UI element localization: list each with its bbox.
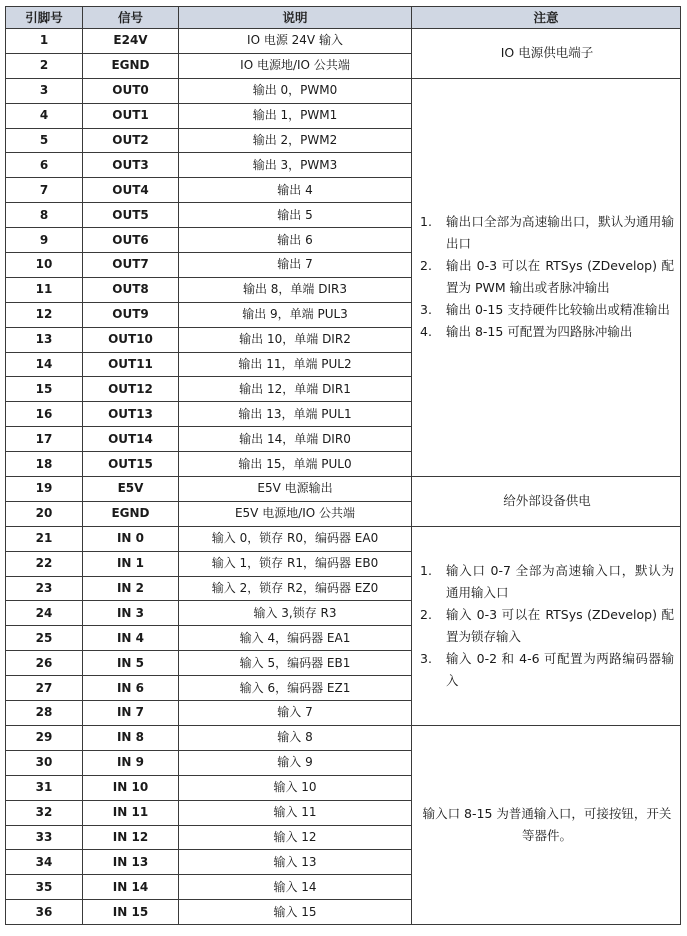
signal-cell: OUT5 [83,203,179,228]
note-list [420,560,674,692]
pin-definition-table [5,6,681,925]
table-header-row [6,7,681,29]
pin-cell: 27 [6,676,83,701]
description-cell: 输入 4，编码器 EA1 [179,626,412,651]
signal-cell: OUT13 [83,402,179,427]
description-cell: IO 电源地/IO 公共端 [179,53,412,78]
description-cell: 输出 1，PWM1 [179,103,412,128]
description-cell: 输入 5，编码器 EB1 [179,651,412,676]
description-cell: 输入 14 [179,875,412,900]
pin-cell: 5 [6,128,83,153]
signal-cell: OUT14 [83,427,179,452]
table-row [6,526,681,551]
signal-cell: OUT6 [83,228,179,253]
note-item-text: 输入 0-2 和 4-6 可配置为两路编码器输入 [446,650,674,688]
signal-cell: IN 0 [83,526,179,551]
pin-cell: 15 [6,377,83,402]
description-cell: 输入 2，锁存 R2，编码器 EZ0 [179,576,412,601]
table-row [6,725,681,750]
pin-cell: 24 [6,601,83,626]
note-item-number: 1. [420,214,432,230]
signal-cell: OUT1 [83,103,179,128]
signal-cell: IN 6 [83,676,179,701]
note-item-number: 4. [420,324,432,340]
description-cell: 输入 0，锁存 R0，编码器 EA0 [179,526,412,551]
signal-cell: EGND [83,53,179,78]
pin-cell: 29 [6,725,83,750]
table-row [6,477,681,502]
description-cell: 输入 7 [179,701,412,726]
signal-cell: IN 10 [83,775,179,800]
pin-cell: 9 [6,228,83,253]
signal-cell: IN 13 [83,850,179,875]
description-cell: 输出 12，单端 DIR1 [179,377,412,402]
signal-cell: OUT7 [83,253,179,278]
signal-cell: IN 5 [83,651,179,676]
note-list-item [420,560,674,604]
note-item-number: 2. [420,606,432,622]
description-cell: 输入 10 [179,775,412,800]
signal-cell: E5V [83,477,179,502]
signal-cell: OUT9 [83,302,179,327]
note-list-item [420,648,674,692]
signal-cell: IN 14 [83,875,179,900]
note-list-item [420,299,674,321]
header-note: 注意 [412,7,681,29]
signal-cell: OUT11 [83,352,179,377]
note-cell-inputs-general [412,725,681,924]
pin-cell: 3 [6,78,83,103]
pin-cell: 33 [6,825,83,850]
pin-cell: 18 [6,452,83,477]
note-item-text: 输出 0-3 可以在 RTSys (ZDevelop) 配置为 PWM 输出或者脉冲输出 [446,258,674,296]
header-pin: 引脚号 [6,7,83,29]
description-cell: 输出 5 [179,203,412,228]
note-cell-outputs [412,78,681,476]
signal-cell: OUT2 [83,128,179,153]
description-cell: 输出 4 [179,178,412,203]
pin-cell: 28 [6,701,83,726]
pin-cell: 1 [6,29,83,54]
pin-cell: 16 [6,402,83,427]
signal-cell: IN 11 [83,800,179,825]
description-cell: 输出 3，PWM3 [179,153,412,178]
note-cell-inputs [412,526,681,725]
pin-cell: 14 [6,352,83,377]
note-item-text: 输入 0-3 可以在 RTSys (ZDevelop) 配置为锁存输入 [446,606,674,644]
note-list-item [420,211,674,255]
description-cell: 输入 11 [179,800,412,825]
signal-cell: IN 15 [83,900,179,925]
note-item-text: 输入口 0-7 全部为高速输入口，默认为通用输入口 [446,562,674,600]
description-cell: 输入 15 [179,900,412,925]
description-cell: E5V 电源输出 [179,477,412,502]
pin-cell: 6 [6,153,83,178]
note-item-number: 2. [420,258,432,274]
pin-cell: 36 [6,900,83,925]
signal-cell: OUT12 [83,377,179,402]
signal-cell: OUT0 [83,78,179,103]
description-cell: 输出 0，PWM0 [179,78,412,103]
signal-cell: IN 2 [83,576,179,601]
pin-cell: 12 [6,302,83,327]
pin-cell: 13 [6,327,83,352]
description-cell: 输入 13 [179,850,412,875]
note-item-text: 输出口全部为高速输出口，默认为通用输出口 [446,214,674,252]
pin-cell: 8 [6,203,83,228]
table-row [6,29,681,54]
signal-cell: IN 8 [83,725,179,750]
note-list [420,211,674,343]
description-cell: 输入 8 [179,725,412,750]
pin-cell: 7 [6,178,83,203]
description-cell: 输出 6 [179,228,412,253]
description-cell: 输出 11，单端 PUL2 [179,352,412,377]
pin-cell: 10 [6,253,83,278]
description-cell: IO 电源 24V 输入 [179,29,412,54]
pin-cell: 30 [6,750,83,775]
pin-cell: 19 [6,477,83,502]
note-list-item [420,604,674,648]
description-cell: E5V 电源地/IO 公共端 [179,501,412,526]
signal-cell: OUT8 [83,277,179,302]
description-cell: 输入 9 [179,750,412,775]
note-item-number: 1. [420,562,432,578]
pin-cell: 20 [6,501,83,526]
signal-cell: OUT3 [83,153,179,178]
description-cell: 输入 12 [179,825,412,850]
note-item-text: 输出 0-15 支持硬件比较输出或精准输出 [446,302,670,318]
note-paragraph: 输入口 8-15 为普通输入口，可接按钮，开关等器件。 [422,806,672,843]
pin-cell: 2 [6,53,83,78]
pin-cell: 31 [6,775,83,800]
signal-cell: IN 9 [83,750,179,775]
description-cell: 输出 2，PWM2 [179,128,412,153]
signal-cell: IN 7 [83,701,179,726]
pin-cell: 4 [6,103,83,128]
note-list-item [420,321,674,343]
table-body [6,29,681,925]
pin-cell: 25 [6,626,83,651]
signal-cell: OUT15 [83,452,179,477]
description-cell: 输出 15，单端 PUL0 [179,452,412,477]
note-cell-power-io: IO 电源供电端子 [412,29,681,79]
pin-cell: 11 [6,277,83,302]
note-item-number: 3. [420,650,432,666]
description-cell: 输出 14，单端 DIR0 [179,427,412,452]
signal-cell: OUT10 [83,327,179,352]
note-item-text: 输出 8-15 可配置为四路脉冲输出 [446,324,633,340]
description-cell: 输出 8，单端 DIR3 [179,277,412,302]
description-cell: 输出 10，单端 DIR2 [179,327,412,352]
note-cell-power-ext: 给外部设备供电 [412,477,681,527]
signal-cell: EGND [83,501,179,526]
header-signal: 信号 [83,7,179,29]
pin-cell: 32 [6,800,83,825]
pin-cell: 22 [6,551,83,576]
signal-cell: OUT4 [83,178,179,203]
description-cell: 输出 13，单端 PUL1 [179,402,412,427]
note-list-item [420,255,674,299]
pin-cell: 23 [6,576,83,601]
pin-cell: 17 [6,427,83,452]
header-description: 说明 [179,7,412,29]
signal-cell: IN 3 [83,601,179,626]
pin-cell: 21 [6,526,83,551]
description-cell: 输入 1，锁存 R1，编码器 EB0 [179,551,412,576]
signal-cell: E24V [83,29,179,54]
description-cell: 输入 3,锁存 R3 [179,601,412,626]
description-cell: 输出 9，单端 PUL3 [179,302,412,327]
note-item-number: 3. [420,302,432,318]
pin-cell: 34 [6,850,83,875]
signal-cell: IN 1 [83,551,179,576]
pin-cell: 35 [6,875,83,900]
description-cell: 输出 7 [179,253,412,278]
pin-cell: 26 [6,651,83,676]
table-row [6,78,681,103]
signal-cell: IN 4 [83,626,179,651]
signal-cell: IN 12 [83,825,179,850]
description-cell: 输入 6，编码器 EZ1 [179,676,412,701]
